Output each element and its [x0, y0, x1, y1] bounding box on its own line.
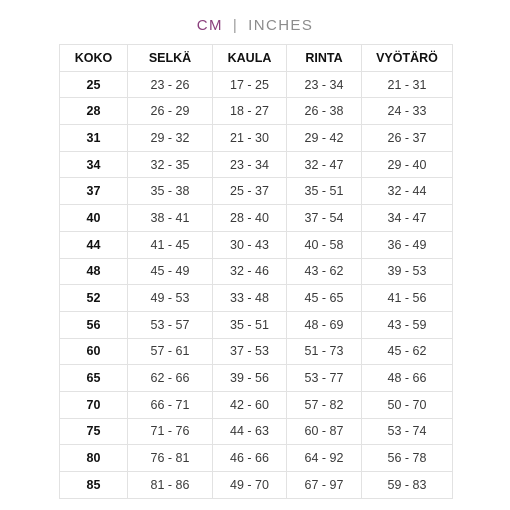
waist-cell: 59 - 83	[362, 472, 453, 499]
chest-cell: 26 - 38	[287, 98, 362, 125]
header-neck: KAULA	[213, 45, 287, 72]
size-cell: 40	[60, 205, 128, 232]
table-row	[60, 71, 453, 98]
chest-cell: 23 - 34	[287, 71, 362, 98]
table-row	[60, 178, 453, 205]
size-cell: 52	[60, 285, 128, 312]
table-row	[60, 365, 453, 392]
waist-cell: 50 - 70	[362, 391, 453, 418]
chest-cell: 40 - 58	[287, 231, 362, 258]
back-cell: 41 - 45	[128, 231, 213, 258]
table-row	[60, 418, 453, 445]
size-cell: 75	[60, 418, 128, 445]
chest-cell: 60 - 87	[287, 418, 362, 445]
waist-cell: 41 - 56	[362, 285, 453, 312]
table-row	[60, 285, 453, 312]
size-cell: 28	[60, 98, 128, 125]
neck-cell: 28 - 40	[213, 205, 287, 232]
waist-cell: 26 - 37	[362, 125, 453, 152]
header-size: KOKO	[60, 45, 128, 72]
table-row	[60, 205, 453, 232]
back-cell: 81 - 86	[128, 472, 213, 499]
table-row	[60, 311, 453, 338]
neck-cell: 44 - 63	[213, 418, 287, 445]
waist-cell: 48 - 66	[362, 365, 453, 392]
waist-cell: 29 - 40	[362, 151, 453, 178]
back-cell: 32 - 35	[128, 151, 213, 178]
unit-toggle	[0, 16, 510, 36]
neck-cell: 42 - 60	[213, 391, 287, 418]
back-cell: 23 - 26	[128, 71, 213, 98]
chest-cell: 51 - 73	[287, 338, 362, 365]
table-row	[60, 98, 453, 125]
table-row	[60, 258, 453, 285]
chest-cell: 43 - 62	[287, 258, 362, 285]
back-cell: 62 - 66	[128, 365, 213, 392]
back-cell: 53 - 57	[128, 311, 213, 338]
size-cell: 31	[60, 125, 128, 152]
table-row	[60, 391, 453, 418]
unit-cm-tab[interactable]: CM	[196, 17, 223, 34]
chest-cell: 29 - 42	[287, 125, 362, 152]
waist-cell: 24 - 33	[362, 98, 453, 125]
chest-cell: 48 - 69	[287, 311, 362, 338]
chest-cell: 67 - 97	[287, 472, 362, 499]
waist-cell: 36 - 49	[362, 231, 453, 258]
neck-cell: 37 - 53	[213, 338, 287, 365]
size-cell: 80	[60, 445, 128, 472]
table-header-row	[60, 45, 453, 72]
neck-cell: 25 - 37	[213, 178, 287, 205]
size-cell: 70	[60, 391, 128, 418]
neck-cell: 46 - 66	[213, 445, 287, 472]
size-cell: 25	[60, 71, 128, 98]
neck-cell: 32 - 46	[213, 258, 287, 285]
waist-cell: 39 - 53	[362, 258, 453, 285]
chest-cell: 45 - 65	[287, 285, 362, 312]
size-cell: 85	[60, 472, 128, 499]
chest-cell: 57 - 82	[287, 391, 362, 418]
size-cell: 34	[60, 151, 128, 178]
back-cell: 35 - 38	[128, 178, 213, 205]
neck-cell: 39 - 56	[213, 365, 287, 392]
waist-cell: 43 - 59	[362, 311, 453, 338]
size-chart-table	[59, 44, 453, 499]
back-cell: 29 - 32	[128, 125, 213, 152]
header-back: SELKÄ	[128, 45, 213, 72]
back-cell: 76 - 81	[128, 445, 213, 472]
table-row	[60, 231, 453, 258]
chest-cell: 37 - 54	[287, 205, 362, 232]
back-cell: 26 - 29	[128, 98, 213, 125]
chest-cell: 32 - 47	[287, 151, 362, 178]
table-row	[60, 472, 453, 499]
table-row	[60, 151, 453, 178]
waist-cell: 34 - 47	[362, 205, 453, 232]
neck-cell: 17 - 25	[213, 71, 287, 98]
size-cell: 37	[60, 178, 128, 205]
back-cell: 66 - 71	[128, 391, 213, 418]
neck-cell: 49 - 70	[213, 472, 287, 499]
size-cell: 65	[60, 365, 128, 392]
chest-cell: 64 - 92	[287, 445, 362, 472]
waist-cell: 56 - 78	[362, 445, 453, 472]
neck-cell: 33 - 48	[213, 285, 287, 312]
size-cell: 48	[60, 258, 128, 285]
neck-cell: 35 - 51	[213, 311, 287, 338]
neck-cell: 21 - 30	[213, 125, 287, 152]
size-cell: 44	[60, 231, 128, 258]
table-body	[60, 71, 453, 498]
back-cell: 71 - 76	[128, 418, 213, 445]
back-cell: 57 - 61	[128, 338, 213, 365]
neck-cell: 23 - 34	[213, 151, 287, 178]
header-waist: VYÖTÄRÖ	[362, 45, 453, 72]
size-cell: 60	[60, 338, 128, 365]
unit-separator: |	[232, 17, 239, 34]
chest-cell: 35 - 51	[287, 178, 362, 205]
waist-cell: 53 - 74	[362, 418, 453, 445]
waist-cell: 21 - 31	[362, 71, 453, 98]
unit-inches-tab[interactable]: INCHES	[248, 17, 314, 34]
table-row	[60, 445, 453, 472]
header-chest: RINTA	[287, 45, 362, 72]
waist-cell: 45 - 62	[362, 338, 453, 365]
table-row	[60, 125, 453, 152]
chest-cell: 53 - 77	[287, 365, 362, 392]
back-cell: 38 - 41	[128, 205, 213, 232]
table-row	[60, 338, 453, 365]
back-cell: 45 - 49	[128, 258, 213, 285]
neck-cell: 18 - 27	[213, 98, 287, 125]
back-cell: 49 - 53	[128, 285, 213, 312]
neck-cell: 30 - 43	[213, 231, 287, 258]
waist-cell: 32 - 44	[362, 178, 453, 205]
size-cell: 56	[60, 311, 128, 338]
